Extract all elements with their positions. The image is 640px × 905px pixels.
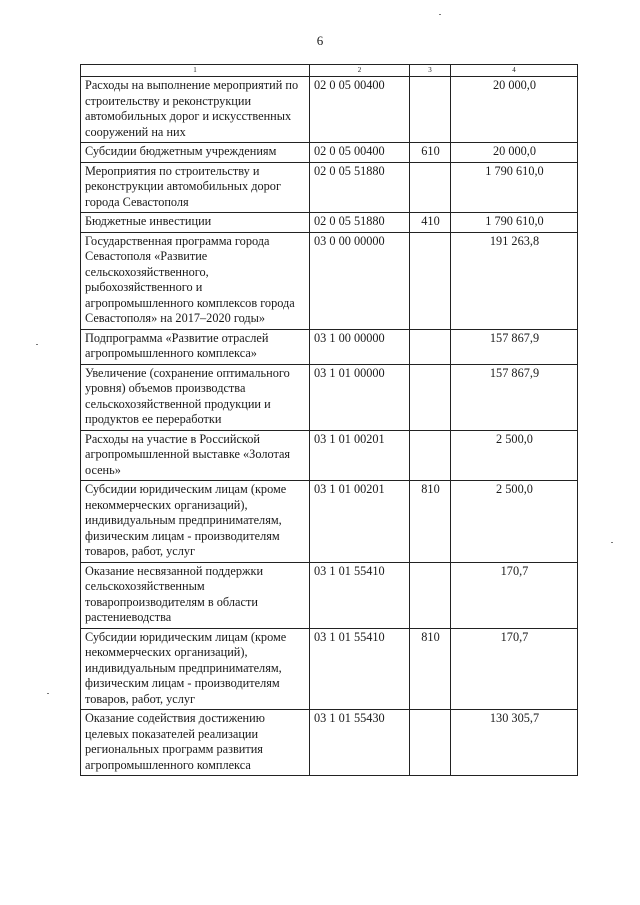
row-type [410, 77, 451, 143]
row-name: Расходы на участие в Российской агропромышленной выставке «Золотая осень» [81, 430, 310, 481]
row-name: Подпрограмма «Развитие отраслей агропромышленного комплекса» [81, 329, 310, 364]
table-row [81, 77, 578, 143]
row-code: 02 0 05 51880 [310, 162, 410, 213]
row-type [410, 364, 451, 430]
row-name: Увеличение (сохранение оптимального уровня) объемов производства сельскохозяйственной продукции и продуктов ее переработки [81, 364, 310, 430]
row-amount: 130 305,7 [451, 710, 578, 776]
budget-table [80, 64, 578, 776]
header-col-4: 4 [451, 65, 578, 77]
table-row [81, 710, 578, 776]
table-row [81, 430, 578, 481]
row-type: 810 [410, 628, 451, 710]
row-code: 03 1 00 00000 [310, 329, 410, 364]
row-code: 03 1 01 55410 [310, 628, 410, 710]
scan-speck [36, 344, 38, 345]
row-amount: 157 867,9 [451, 329, 578, 364]
header-col-1: 1 [81, 65, 310, 77]
row-amount: 170,7 [451, 628, 578, 710]
row-name: Бюджетные инвестиции [81, 213, 310, 233]
row-code: 02 0 05 00400 [310, 77, 410, 143]
row-type [410, 430, 451, 481]
row-amount: 2 500,0 [451, 481, 578, 563]
row-code: 03 1 01 00000 [310, 364, 410, 430]
row-type [410, 710, 451, 776]
row-type: 810 [410, 481, 451, 563]
table-row [81, 481, 578, 563]
row-code: 02 0 05 51880 [310, 213, 410, 233]
table-row [81, 143, 578, 163]
table-row [81, 162, 578, 213]
row-amount: 2 500,0 [451, 430, 578, 481]
table-row [81, 213, 578, 233]
row-name: Субсидии юридическим лицам (кроме некоммерческих организаций), индивидуальным предпринимателям, физическим лицам - производителям товаров, работ, услуг [81, 481, 310, 563]
scan-speck [611, 542, 613, 543]
row-code: 03 1 01 00201 [310, 430, 410, 481]
table-row [81, 562, 578, 628]
table-row [81, 628, 578, 710]
row-code: 03 1 01 55410 [310, 562, 410, 628]
row-name: Субсидии юридическим лицам (кроме некоммерческих организаций), индивидуальным предпринимателям, физическим лицам - производителям товаров, работ, услуг [81, 628, 310, 710]
header-row [81, 65, 578, 77]
row-name: Государственная программа города Севастополя «Развитие сельскохозяйственного, рыбохозяйственного и агропромышленного комплексов города Севастополя» на 2017–2020 годы» [81, 232, 310, 329]
row-name: Мероприятия по строительству и реконструкции автомобильных дорог города Севастополя [81, 162, 310, 213]
row-amount: 157 867,9 [451, 364, 578, 430]
header-col-2: 2 [310, 65, 410, 77]
row-name: Оказание несвязанной поддержки сельскохозяйственным товаропроизводителям в области растениеводства [81, 562, 310, 628]
row-type [410, 162, 451, 213]
row-name: Расходы на выполнение мероприятий по строительству и реконструкции автомобильных дорог и искусственных сооружений на них [81, 77, 310, 143]
table-row [81, 364, 578, 430]
page-number: 6 [316, 33, 324, 48]
row-type [410, 232, 451, 329]
row-code: 03 0 00 00000 [310, 232, 410, 329]
row-amount: 191 263,8 [451, 232, 578, 329]
scan-speck [47, 693, 49, 694]
row-type: 610 [410, 143, 451, 163]
row-name: Субсидии бюджетным учреждениям [81, 143, 310, 163]
row-type [410, 329, 451, 364]
table-row [81, 232, 578, 329]
row-type: 410 [410, 213, 451, 233]
row-code: 02 0 05 00400 [310, 143, 410, 163]
row-name: Оказание содействия достижению целевых показателей реализации региональных программ развития агропромышленного комплекса [81, 710, 310, 776]
table-row [81, 329, 578, 364]
row-amount: 170,7 [451, 562, 578, 628]
scan-speck [439, 14, 441, 15]
row-type [410, 562, 451, 628]
row-amount: 1 790 610,0 [451, 162, 578, 213]
row-code: 03 1 01 00201 [310, 481, 410, 563]
row-amount: 20 000,0 [451, 143, 578, 163]
header-col-3: 3 [410, 65, 451, 77]
row-amount: 1 790 610,0 [451, 213, 578, 233]
row-amount: 20 000,0 [451, 77, 578, 143]
row-code: 03 1 01 55430 [310, 710, 410, 776]
